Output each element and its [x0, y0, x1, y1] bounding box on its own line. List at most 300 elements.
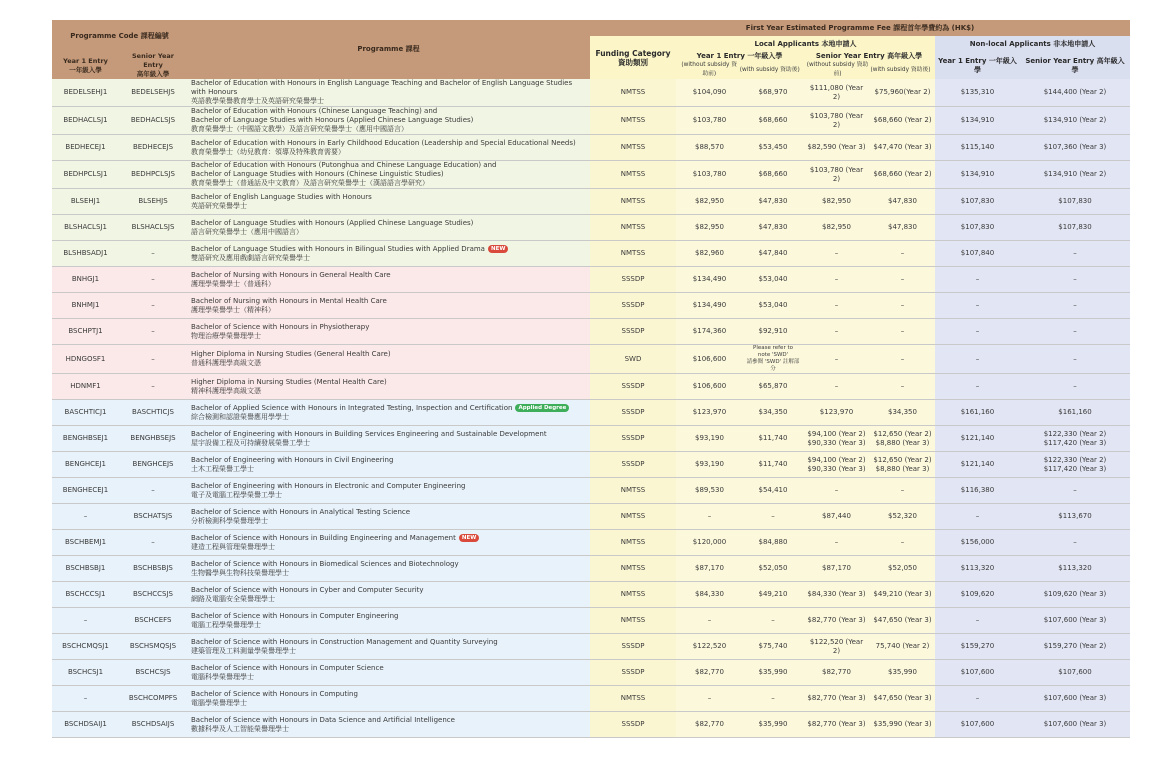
table-row: [52, 107, 1130, 135]
table-row: [52, 660, 1130, 686]
nonlocal-senior-cell: $161,160: [1020, 400, 1130, 426]
programme-name-en: Bachelor of English Language Studies with Honours: [191, 192, 372, 201]
programme-name-zh: 建築管理及工料測量學榮譽理學士: [191, 646, 296, 655]
fee-title-header: First Year Estimated Programme Fee 課程首年學費約為 (HK$): [590, 20, 1130, 36]
nonlocal-year1-cell: –: [935, 504, 1020, 530]
senior-code-cell: BSCHCCSJS: [119, 582, 187, 608]
local-senior-without-subsidy-cell: $87,440: [803, 504, 870, 530]
local-y1-with-subsidy-cell: $11,740: [743, 452, 803, 478]
programme-cell: [187, 161, 590, 189]
funding-category-cell: SSSDP: [590, 452, 676, 478]
local-y1-with-subsidy-cell: $65,870: [743, 374, 803, 400]
local-senior-with-subsidy-cell: –: [870, 478, 935, 504]
programme-cell: [187, 400, 590, 426]
local-senior-without-subsidy-cell: $123,970: [803, 400, 870, 426]
local-senior-with-subsidy-cell: $47,650 (Year 3): [870, 686, 935, 712]
nonlocal-senior-cell: –: [1020, 241, 1130, 267]
funding-category-cell: NMTSS: [590, 107, 676, 135]
programme-cell: [187, 79, 590, 107]
table-body: [52, 79, 1130, 738]
local-y1-without-subsidy-cell: $93,190: [676, 426, 743, 452]
senior-code-cell: BENGHCEJS: [119, 452, 187, 478]
local-senior-with-subsidy-cell: $35,990: [870, 660, 935, 686]
senior-code-cell: –: [119, 319, 187, 345]
year1-code-cell: HDNGOSF1: [52, 345, 119, 374]
local-y1-without-subsidy-cell: –: [676, 608, 743, 634]
local-applicants-header: Local Applicants 本地申請人: [676, 36, 935, 52]
funding-category-cell: NMTSS: [590, 215, 676, 241]
senior-code-cell: BSCHCOMPFS: [119, 686, 187, 712]
local-senior-without-subsidy-cell: –: [803, 267, 870, 293]
funding-category-cell: SSSDP: [590, 374, 676, 400]
local-y1-without-subsidy-cell: $123,970: [676, 400, 743, 426]
senior-code-cell: BSCHSMQSJS: [119, 634, 187, 660]
table-row: [52, 634, 1130, 660]
nonlocal-year1-cell: $107,600: [935, 712, 1020, 738]
local-senior-with-subsidy-cell: $34,350: [870, 400, 935, 426]
year1-code-cell: BEDHECEJ1: [52, 135, 119, 161]
funding-category-cell: NMTSS: [590, 79, 676, 107]
funding-category-zh: 資助類別: [618, 57, 648, 67]
nonlocal-senior-cell: –: [1020, 478, 1130, 504]
senior-entry-zh: 高年級入學: [136, 70, 170, 78]
funding-category-cell: SSSDP: [590, 319, 676, 345]
year1-code-cell: BENGHECEJ1: [52, 478, 119, 504]
local-y1-with-subsidy: (with subsidy 資助後): [739, 66, 800, 73]
table-row: [52, 215, 1130, 241]
programme-cell: [187, 135, 590, 161]
nonlocal-senior-cell: $122,330 (Year 2) $117,420 (Year 3): [1020, 452, 1130, 478]
programme-name-zh: 教育榮譽學士（中國語文教學）及語言研究榮譽學士（應用中國語言）: [191, 125, 408, 133]
programme-cell: [187, 293, 590, 319]
local-senior-without-subsidy-cell: $84,330 (Year 3): [803, 582, 870, 608]
programme-cell: [187, 189, 590, 215]
year1-code-cell: BSCHBEMJ1: [52, 530, 119, 556]
local-senior-without-subsidy-cell: $103,780 (Year 2): [803, 161, 870, 189]
year1-code-cell: BASCHTICJ1: [52, 400, 119, 426]
local-y1-without-subsidy-cell: $134,490: [676, 293, 743, 319]
table-row: [52, 556, 1130, 582]
programme-name-en: Bachelor of Engineering with Honours in Electronic and Computer Engineering: [191, 481, 466, 490]
nonlocal-senior-cell: –: [1020, 267, 1130, 293]
funding-category-cell: NMTSS: [590, 608, 676, 634]
nonlocal-year1-cell: –: [935, 319, 1020, 345]
table-row: [52, 267, 1130, 293]
programme-name-zh: 護理學榮譽學士（普通科）: [191, 279, 275, 288]
senior-code-cell: –: [119, 478, 187, 504]
local-sr-with-subsidy: (with subsidy 資助後): [870, 66, 931, 73]
local-y1-with-subsidy-cell: $68,970: [743, 79, 803, 107]
programme-cell: [187, 686, 590, 712]
nonlocal-senior-cell: –: [1020, 374, 1130, 400]
nonlocal-senior-cell: $107,600 (Year 3): [1020, 712, 1130, 738]
nonlocal-senior-cell: –: [1020, 293, 1130, 319]
programme-cell: [187, 107, 590, 135]
programme-name-zh: 電腦工程學榮譽理學士: [191, 620, 261, 629]
programme-cell: [187, 374, 590, 400]
programme-name-zh: 分析檢測科學榮譽理學士: [191, 516, 268, 525]
new-badge: NEW: [488, 245, 508, 253]
local-y1-with-subsidy-cell: $47,830: [743, 189, 803, 215]
local-senior-without-subsidy-cell: $82,770 (Year 3): [803, 608, 870, 634]
nonlocal-year1-cell: –: [935, 686, 1020, 712]
table-row: [52, 400, 1130, 426]
programme-name-en: Bachelor of Language Studies with Honours (Applied Chinese Language Studies): [191, 218, 474, 227]
local-y1-without-subsidy-cell: $89,530: [676, 478, 743, 504]
year1-code-cell: BSCHCMQSJ1: [52, 634, 119, 660]
year1-code-cell: BSCHCSJ1: [52, 660, 119, 686]
year1-code-cell: BSCHPTJ1: [52, 319, 119, 345]
local-y1-with-subsidy-cell: $75,740: [743, 634, 803, 660]
nonlocal-senior-cell: –: [1020, 319, 1130, 345]
year1-code-cell: BENGHBSEJ1: [52, 426, 119, 452]
senior-code-cell: BSCHCSJS: [119, 660, 187, 686]
local-senior-with-subsidy-cell: –: [870, 319, 935, 345]
year1-code-cell: BLSEHJ1: [52, 189, 119, 215]
table-row: [52, 452, 1130, 478]
table-row: [52, 504, 1130, 530]
programme-name-zh: 教育榮譽學士（普通話及中文教育）及語言研究榮譽學士（漢語語言學研究）: [191, 179, 429, 187]
funding-category-cell: SSSDP: [590, 712, 676, 738]
local-y1-without-subsidy-cell: –: [676, 504, 743, 530]
table-row: [52, 582, 1130, 608]
local-y1-with-subsidy-cell: $47,830: [743, 215, 803, 241]
local-y1-with-subsidy-cell: –: [743, 608, 803, 634]
local-senior-with-subsidy-cell: $68,660 (Year 2): [870, 107, 935, 135]
senior-code-cell: BEDHACLSJS: [119, 107, 187, 135]
local-y1-without-subsidy-cell: $88,570: [676, 135, 743, 161]
nonlocal-senior-cell: $107,600 (Year 3): [1020, 686, 1130, 712]
programme-name-zh: 屋宇設備工程及可持續發展榮譽工學士: [191, 438, 310, 447]
senior-code-cell: BSCHBSBJS: [119, 556, 187, 582]
local-y1-without-subsidy-cell: $122,520: [676, 634, 743, 660]
local-senior-without-subsidy-cell: $103,780 (Year 2): [803, 107, 870, 135]
year1-code-cell: –: [52, 504, 119, 530]
nonlocal-applicants-header: Non-local Applicants 非本地申請人: [935, 36, 1130, 52]
funding-category-cell: NMTSS: [590, 135, 676, 161]
local-senior-with-subsidy-cell: $12,650 (Year 2) $8,880 (Year 3): [870, 452, 935, 478]
senior-code-cell: BEDHPCLSJS: [119, 161, 187, 189]
local-y1-without-subsidy-cell: $82,770: [676, 712, 743, 738]
table-row: [52, 478, 1130, 504]
local-senior-without-subsidy-cell: $82,590 (Year 3): [803, 135, 870, 161]
programme-code-header: Programme Code 課程編號: [52, 20, 187, 52]
programme-name-en: Bachelor of Education with Honours (Putonghua and Chinese Language Education) and Bachelor of Language Studies with Honours (Chinese Linguistic Studies): [191, 161, 497, 178]
funding-category-cell: SSSDP: [590, 293, 676, 319]
nonlocal-senior-cell: $159,270 (Year 2): [1020, 634, 1130, 660]
funding-category-cell: NMTSS: [590, 504, 676, 530]
local-senior-with-subsidy-cell: –: [870, 241, 935, 267]
nonlocal-year1-cell: $113,320: [935, 556, 1020, 582]
local-y1-with-subsidy-cell: $35,990: [743, 660, 803, 686]
nonlocal-senior-cell: $107,360 (Year 3): [1020, 135, 1130, 161]
programme-name-en: Bachelor of Engineering with Honours in Civil Engineering: [191, 455, 394, 464]
local-y1-without-subsidy-cell: $84,330: [676, 582, 743, 608]
senior-code-cell: BSCHCEFS: [119, 608, 187, 634]
programme-name-en: Bachelor of Applied Science with Honours in Integrated Testing, Inspection and Certification: [191, 403, 513, 412]
local-y1-with-subsidy-cell: –: [743, 686, 803, 712]
nonlocal-year1-header: Year 1 Entry 一年級入學: [935, 52, 1020, 79]
funding-category-cell: NMTSS: [590, 161, 676, 189]
local-y1-with-subsidy-cell: Please refer to note 'SWD' 請參閱 'SWD' 註解部分: [743, 345, 803, 374]
year1-code-cell: HDNMF1: [52, 374, 119, 400]
nonlocal-year1-cell: $107,600: [935, 660, 1020, 686]
funding-category-en: Funding Category: [595, 48, 671, 58]
programme-cell: [187, 712, 590, 738]
local-y1-without-subsidy-cell: $104,090: [676, 79, 743, 107]
programme-name-en: Bachelor of Science with Honours in Biomedical Sciences and Biotechnology: [191, 559, 459, 568]
nonlocal-year1-cell: $134,910: [935, 107, 1020, 135]
nonlocal-year1-cell: –: [935, 345, 1020, 374]
local-senior-without-subsidy-cell: –: [803, 241, 870, 267]
funding-category-cell: SSSDP: [590, 634, 676, 660]
fee-table-container: [52, 20, 1130, 738]
table-row: [52, 135, 1130, 161]
senior-code-cell: –: [119, 374, 187, 400]
programme-name-zh: 英語研究榮譽學士: [191, 201, 247, 210]
year1-code-cell: BEDHPCLSJ1: [52, 161, 119, 189]
year1-code-cell: BSCHCCSJ1: [52, 582, 119, 608]
local-y1-without-subsidy-cell: $103,780: [676, 107, 743, 135]
programme-name-zh: 土木工程榮譽工學士: [191, 464, 254, 473]
local-senior-with-subsidy-cell: –: [870, 267, 935, 293]
programme-name-zh: 物理治療學榮譽理學士: [191, 331, 261, 340]
programme-name-en: Bachelor of Science with Honours in Analytical Testing Science: [191, 507, 411, 516]
programme-name-zh: 建造工程與管理榮譽理學士: [191, 542, 275, 551]
senior-code-cell: –: [119, 530, 187, 556]
local-y1-with-subsidy-cell: $84,880: [743, 530, 803, 556]
nonlocal-senior-cell: $134,910 (Year 2): [1020, 161, 1130, 189]
funding-category-cell: NMTSS: [590, 582, 676, 608]
local-senior-without-subsidy-cell: $111,080 (Year 2): [803, 79, 870, 107]
programme-name-en: Bachelor of Science with Honours in Physiotherapy: [191, 322, 370, 331]
local-y1-with-subsidy-cell: $53,040: [743, 293, 803, 319]
nonlocal-year1-cell: –: [935, 293, 1020, 319]
senior-code-cell: BEDHECEJS: [119, 135, 187, 161]
nonlocal-senior-cell: –: [1020, 345, 1130, 374]
local-y1-with-subsidy-cell: $34,350: [743, 400, 803, 426]
programme-name-zh: 數據科學及人工智能榮譽理學士: [191, 724, 289, 733]
local-y1-with-subsidy-cell: $35,990: [743, 712, 803, 738]
year1-entry-en: Year 1 Entry: [63, 56, 108, 65]
funding-category-cell: SSSDP: [590, 426, 676, 452]
nonlocal-year1-cell: $116,380: [935, 478, 1020, 504]
funding-category-cell: NMTSS: [590, 478, 676, 504]
nonlocal-year1-cell: $107,840: [935, 241, 1020, 267]
year1-entry-header: [52, 52, 119, 79]
local-senior-without-subsidy-cell: $122,520 (Year 2): [803, 634, 870, 660]
programme-name-zh: 電腦學榮譽理學士: [191, 698, 247, 707]
table-row: [52, 530, 1130, 556]
programme-cell: [187, 530, 590, 556]
programme-cell: [187, 426, 590, 452]
local-year1-header: [676, 52, 803, 79]
local-y1-with-subsidy-cell: $47,840: [743, 241, 803, 267]
senior-code-cell: –: [119, 267, 187, 293]
local-y1-with-subsidy-cell: $49,210: [743, 582, 803, 608]
table-row: [52, 345, 1130, 374]
local-senior-with-subsidy-cell: –: [870, 345, 935, 374]
nonlocal-senior-header: Senior Year Entry 高年級入學: [1020, 52, 1130, 79]
table-header: [52, 20, 1130, 79]
programme-name-en: Higher Diploma in Nursing Studies (Mental Health Care): [191, 377, 387, 386]
programme-name-en: Bachelor of Science with Honours in Computer Engineering: [191, 611, 399, 620]
programme-cell: [187, 215, 590, 241]
table-row: [52, 608, 1130, 634]
funding-category-header: [590, 36, 676, 79]
nonlocal-year1-cell: –: [935, 267, 1020, 293]
programme-name-zh: 生物醫學與生物科技榮譽理學士: [191, 568, 289, 577]
programme-cell: [187, 319, 590, 345]
programme-name-zh: 電子及電腦工程學榮譽工學士: [191, 490, 282, 499]
year1-code-cell: BSCHBSBJ1: [52, 556, 119, 582]
funding-category-cell: NMTSS: [590, 530, 676, 556]
senior-entry-header: [119, 52, 187, 79]
programme-name-en: Bachelor of Nursing with Honours in Mental Health Care: [191, 296, 387, 305]
programme-cell: [187, 478, 590, 504]
programme-name-zh: 英語教學榮譽教育學士及英語研究榮譽學士: [191, 97, 324, 105]
local-senior-without-subsidy-cell: $94,100 (Year 2) $90,330 (Year 3): [803, 452, 870, 478]
programme-name-en: Higher Diploma in Nursing Studies (General Health Care): [191, 350, 391, 358]
new-badge: NEW: [459, 534, 479, 542]
local-y1-with-subsidy-cell: –: [743, 504, 803, 530]
senior-code-cell: BEDELSEHJS: [119, 79, 187, 107]
local-y1-with-subsidy-cell: $11,740: [743, 426, 803, 452]
local-senior-with-subsidy-cell: $47,470 (Year 3): [870, 135, 935, 161]
programme-name-zh: 護理學榮譽學士（精神科）: [191, 305, 275, 314]
local-senior-with-subsidy-cell: –: [870, 530, 935, 556]
senior-code-cell: –: [119, 241, 187, 267]
funding-category-cell: NMTSS: [590, 241, 676, 267]
local-y1-without-subsidy-cell: $134,490: [676, 267, 743, 293]
table-row: [52, 712, 1130, 738]
funding-category-cell: NMTSS: [590, 686, 676, 712]
local-y1-without-subsidy-cell: –: [676, 686, 743, 712]
local-y1-without-subsidy-cell: $82,950: [676, 215, 743, 241]
programme-cell: [187, 608, 590, 634]
table-row: [52, 686, 1130, 712]
programme-name-en: Bachelor of Education with Honours (Chinese Language Teaching) and Bachelor of Language Studies with Honours (Applied Chinese Language Studies): [191, 107, 474, 124]
local-y1-with-subsidy-cell: $53,450: [743, 135, 803, 161]
local-senior-with-subsidy-cell: $52,050: [870, 556, 935, 582]
year1-entry-zh: 一年級入學: [69, 65, 102, 74]
local-y1-without-subsidy-cell: $82,950: [676, 189, 743, 215]
local-year1-label: Year 1 Entry 一年級入學: [696, 52, 783, 60]
local-senior-without-subsidy-cell: $82,950: [803, 189, 870, 215]
programme-name-en: Bachelor of Language Studies with Honours in Bilingual Studies with Applied Drama: [191, 244, 485, 253]
programme-cell: [187, 241, 590, 267]
programme-name-en: Bachelor of Science with Honours in Computer Science: [191, 663, 384, 672]
funding-category-cell: SSSDP: [590, 400, 676, 426]
nonlocal-senior-cell: $113,320: [1020, 556, 1130, 582]
nonlocal-year1-cell: $156,000: [935, 530, 1020, 556]
nonlocal-senior-cell: $109,620 (Year 3): [1020, 582, 1130, 608]
local-senior-without-subsidy-cell: –: [803, 345, 870, 374]
programme-name-zh: 普通科護理學高級文憑: [191, 359, 261, 367]
year1-code-cell: –: [52, 686, 119, 712]
nonlocal-senior-cell: –: [1020, 530, 1130, 556]
nonlocal-senior-cell: $107,600: [1020, 660, 1130, 686]
funding-category-cell: SSSDP: [590, 660, 676, 686]
year1-code-cell: BENGHCEJ1: [52, 452, 119, 478]
programme-name-zh: 綜合檢測和認證榮譽應用學學士: [191, 412, 289, 421]
local-y1-without-subsidy-cell: $82,770: [676, 660, 743, 686]
funding-category-cell: NMTSS: [590, 189, 676, 215]
year1-code-cell: BNHMJ1: [52, 293, 119, 319]
local-senior-with-subsidy-cell: $49,210 (Year 3): [870, 582, 935, 608]
local-senior-without-subsidy-cell: $82,770: [803, 660, 870, 686]
programme-name-zh: 雙語研究及應用戲劇語言研究榮譽學士: [191, 253, 310, 262]
local-senior-without-subsidy-cell: $94,100 (Year 2) $90,330 (Year 3): [803, 426, 870, 452]
nonlocal-year1-cell: –: [935, 374, 1020, 400]
programme-name-en: Bachelor of Science with Honours in Data Science and Artificial Intelligence: [191, 715, 455, 724]
table-row: [52, 189, 1130, 215]
year1-code-cell: BEDHACLSJ1: [52, 107, 119, 135]
year1-code-cell: BEDELSEHJ1: [52, 79, 119, 107]
local-y1-with-subsidy-cell: $92,910: [743, 319, 803, 345]
local-senior-header: [803, 52, 935, 79]
nonlocal-senior-cell: $122,330 (Year 2) $117,420 (Year 3): [1020, 426, 1130, 452]
local-senior-with-subsidy-cell: $47,650 (Year 3): [870, 608, 935, 634]
programme-name-en: Bachelor of Science with Honours in Computing: [191, 689, 358, 698]
year1-code-cell: BLSHACLSJ1: [52, 215, 119, 241]
programme-cell: [187, 582, 590, 608]
programme-name-en: Bachelor of Science with Honours in Building Engineering and Management: [191, 533, 456, 542]
nonlocal-year1-cell: $121,140: [935, 452, 1020, 478]
local-senior-with-subsidy-cell: 75,740 (Year 2): [870, 634, 935, 660]
local-y1-with-subsidy-cell: $52,050: [743, 556, 803, 582]
nonlocal-year1-cell: $159,270: [935, 634, 1020, 660]
local-senior-with-subsidy-cell: $35,990 (Year 3): [870, 712, 935, 738]
local-y1-without-subsidy-cell: $93,190: [676, 452, 743, 478]
senior-code-cell: –: [119, 345, 187, 374]
local-senior-without-subsidy-cell: $87,170: [803, 556, 870, 582]
local-senior-without-subsidy-cell: –: [803, 374, 870, 400]
nonlocal-senior-cell: $134,910 (Year 2): [1020, 107, 1130, 135]
local-senior-with-subsidy-cell: $47,830: [870, 215, 935, 241]
local-senior-without-subsidy-cell: –: [803, 293, 870, 319]
funding-category-cell: NMTSS: [590, 556, 676, 582]
local-senior-with-subsidy-cell: $12,650 (Year 2) $8,880 (Year 3): [870, 426, 935, 452]
local-senior-without-subsidy-cell: –: [803, 530, 870, 556]
applied-degree-badge: Applied Degree: [515, 404, 569, 412]
local-sr-without-subsidy: (without subsidy 資助前): [806, 62, 869, 77]
nonlocal-year1-cell: $121,140: [935, 426, 1020, 452]
local-senior-without-subsidy-cell: –: [803, 319, 870, 345]
programme-header: Programme 課程: [187, 20, 590, 79]
local-senior-without-subsidy-cell: $82,950: [803, 215, 870, 241]
nonlocal-year1-cell: $115,140: [935, 135, 1020, 161]
local-senior-label: Senior Year Entry 高年級入學: [815, 52, 923, 60]
local-senior-without-subsidy-cell: –: [803, 478, 870, 504]
local-y1-without-subsidy-cell: $174,360: [676, 319, 743, 345]
senior-code-cell: BASCHTICJS: [119, 400, 187, 426]
programme-fee-table: [52, 20, 1130, 738]
programme-cell: [187, 634, 590, 660]
nonlocal-senior-cell: $107,600 (Year 3): [1020, 608, 1130, 634]
nonlocal-senior-cell: $113,670: [1020, 504, 1130, 530]
local-senior-with-subsidy-cell: $52,320: [870, 504, 935, 530]
funding-category-cell: SSSDP: [590, 267, 676, 293]
senior-code-cell: BLSEHJS: [119, 189, 187, 215]
local-senior-with-subsidy-cell: –: [870, 374, 935, 400]
local-senior-with-subsidy-cell: $68,660 (Year 2): [870, 161, 935, 189]
nonlocal-year1-cell: –: [935, 608, 1020, 634]
funding-category-cell: SWD: [590, 345, 676, 374]
nonlocal-senior-cell: $107,830: [1020, 215, 1130, 241]
year1-code-cell: BNHGJ1: [52, 267, 119, 293]
nonlocal-senior-cell: $107,830: [1020, 189, 1130, 215]
